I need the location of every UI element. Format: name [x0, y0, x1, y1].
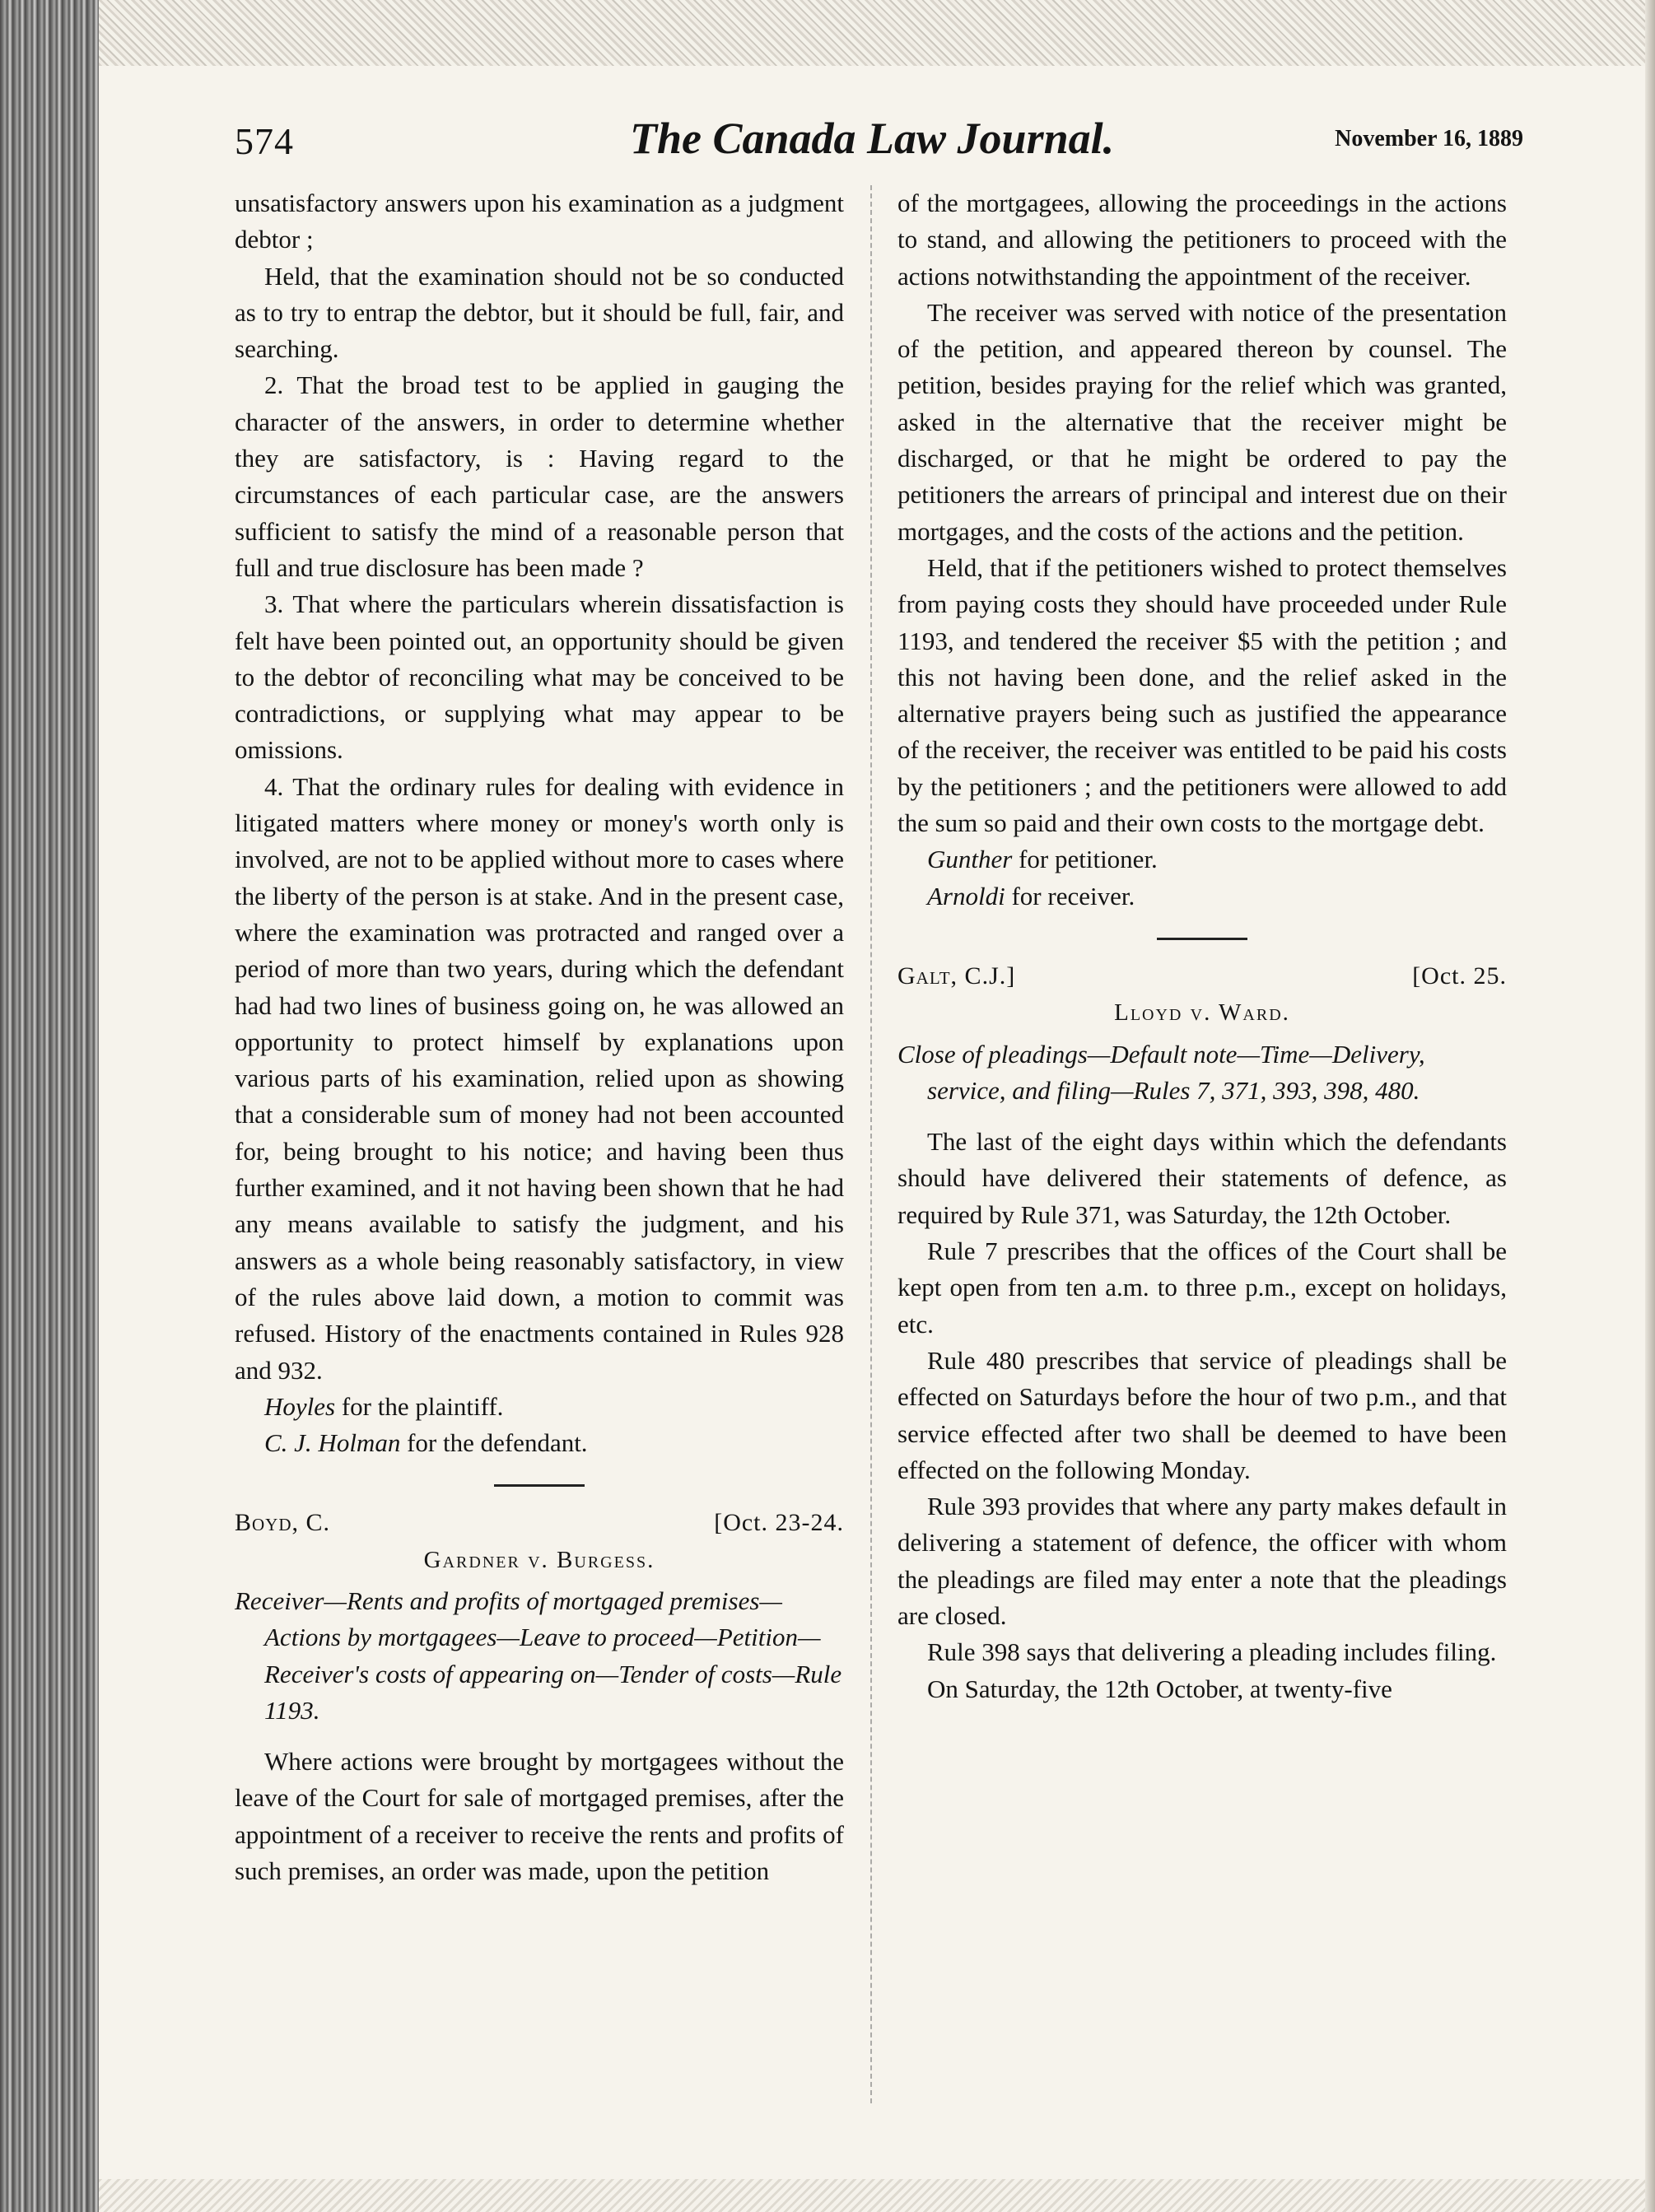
paragraph: 4. That the ordinary rules for dealing with evidence in litigated matters where money or money's worth only is involved, are not to be applied without more to cases where the liberty of the person is at stake. And in the present case, where the examination was protracted and ranged over a period of more than two years, during which the defendant had had two lines of business going on, he was allowed an opportunity to protect himself by explanations upon various parts of his examination, relied upon as showing that a considerable sum of money had not been accounted for, being brought to his notice; and having been thus further examined, and it not having been shown that he had any means available to satisfy the judgment, and his answers as a whole being reasonably satisfactory, in view of the rules above laid down, a motion to commit was refused. History of the enactments contained in Rules 928 and 932.: [235, 771, 844, 1385]
paragraph: The receiver was served with notice of the presentation of the petition, and appeared thereon by counsel. The petition, besides praying for the relief which was granted, asked in the alternative that the receiver might be discharged, or that he might be ordered to pay the petitioners the arrears of principal and interest due on their mortgages, and the costs of the actions and the petition.: [897, 297, 1507, 546]
paragraph: Where actions were brought by mortgagees without the leave of the Court for sale of mortgaged premises, after the appointment of a receiver to receive the rents and profits of such premises, an order was made, upon the petition: [235, 1747, 844, 1886]
left-column: [235, 185, 844, 1889]
case-headnote: Close of pleadings—Default note—Time—Delivery, service, and filing—Rules 7, 371, 393, 398, 480.: [897, 1039, 1425, 1105]
paragraph: Held, that the examination should not be so conducted as to try to entrap the debtor, but it should be full, fair, and searching.: [235, 261, 844, 364]
paragraph: of the mortgagees, allowing the proceedings in the actions to stand, and allowing the petitioners to proceed with the actions notwithstanding the appointment of the receiver.: [897, 189, 1507, 291]
counsel-name: Hoyles: [264, 1391, 336, 1421]
scan-bottom-margin: [99, 2179, 1655, 2212]
paragraph: Rule 7 prescribes that the offices of the Court shall be kept open from ten a.m. to three p.m., except on holidays, etc.: [897, 1236, 1507, 1339]
page-number: 574: [235, 120, 294, 162]
case-title: Lloyd v. Ward.: [1114, 999, 1290, 1027]
column-divider: [870, 185, 872, 2103]
paragraph: 2. That the broad test to be applied in gauging the character of the answers, in order to determine whether they are satisfactory, is : Having regard to the circumstances of each particular case, are the answers sufficient to satisfy the mind of a reasonable person that full and true disclosure has been made ?: [235, 370, 844, 582]
court-judge: Galt, C.J.]: [897, 962, 1016, 990]
court-line: [897, 958, 1507, 994]
counsel-line: [235, 1389, 844, 1425]
counsel-role: for the plaintiff.: [335, 1391, 504, 1421]
counsel-name: Arnoldi: [927, 881, 1005, 910]
section-rule: [1157, 938, 1247, 940]
running-head: [235, 103, 1523, 169]
counsel-line: [897, 878, 1507, 915]
court-judge: Boyd, C.: [235, 1509, 331, 1537]
page-binding-edge: [0, 0, 99, 2212]
paragraph: 3. That where the particulars wherein dissatisfaction is felt have been pointed out, an opportunity should be given to the debtor of reconciling what may be conceived to be contradictions, or supplying what may appear to be omissions.: [235, 589, 844, 765]
paragraph: The last of the eight days within which the defendants should have delivered their statements of defence, as required by Rule 371, was Saturday, the 12th October.: [897, 1127, 1507, 1229]
paragraph: On Saturday, the 12th October, at twenty-five: [927, 1674, 1392, 1703]
counsel-role: for receiver.: [1005, 881, 1135, 910]
scan-right-edge: [1645, 0, 1655, 2212]
paragraph: Held, that if the petitioners wished to protect themselves from paying costs they should have proceeded under Rule 1193, and tendered the receiver $5 with the petition ; and this not having been done, and the relief asked in the alternative prayers being such as justified the appearance of the receiver, the receiver was entitled to be paid his costs by the petitioners ; and the petitioners were allowed to add the sum so paid and their own costs to the mortgage debt.: [897, 552, 1507, 838]
counsel-line: [235, 1425, 844, 1461]
counsel-role: for petitioner.: [1012, 845, 1158, 874]
court-line: [235, 1505, 844, 1541]
section-rule: [494, 1484, 585, 1487]
issue-date: November 16, 1889: [1335, 126, 1523, 151]
court-date: [Oct. 23-24.: [714, 1509, 844, 1537]
counsel-name: C. J. Holman: [264, 1428, 401, 1458]
paragraph: Rule 393 provides that where any party makes default in delivering a statement of defence, the officer with whom the pleadings are filed may enter a note that the pleadings are closed.: [897, 1492, 1507, 1630]
case-headnote: Receiver—Rents and profits of mortgaged premises—Actions by mortgagees—Leave to proceed—Petition—Receiver's costs of appearing on—Tender of costs—Rule 1193.: [235, 1586, 842, 1725]
journal-title: The Canada Law Journal.: [630, 114, 1115, 163]
journal-page: [235, 95, 1523, 2153]
paragraph: Rule 398 says that delivering a pleading includes filing.: [927, 1637, 1497, 1667]
counsel-role: for the defendant.: [400, 1428, 588, 1458]
counsel-name: Gunther: [927, 845, 1013, 874]
court-date: [Oct. 25.: [1412, 962, 1507, 990]
case-title: Gardner v. Burgess.: [423, 1546, 655, 1573]
counsel-line: [897, 841, 1507, 878]
paragraph: Rule 480 prescribes that service of pleadings shall be effected on Saturdays before the hour of two p.m., and that service effected after two shall be deemed to have been effected on the following Monday.: [897, 1345, 1507, 1484]
paragraph: unsatisfactory answers upon his examination as a judgment debtor ;: [235, 189, 844, 254]
scan-top-margin: [99, 0, 1655, 66]
right-column: [897, 185, 1507, 1707]
